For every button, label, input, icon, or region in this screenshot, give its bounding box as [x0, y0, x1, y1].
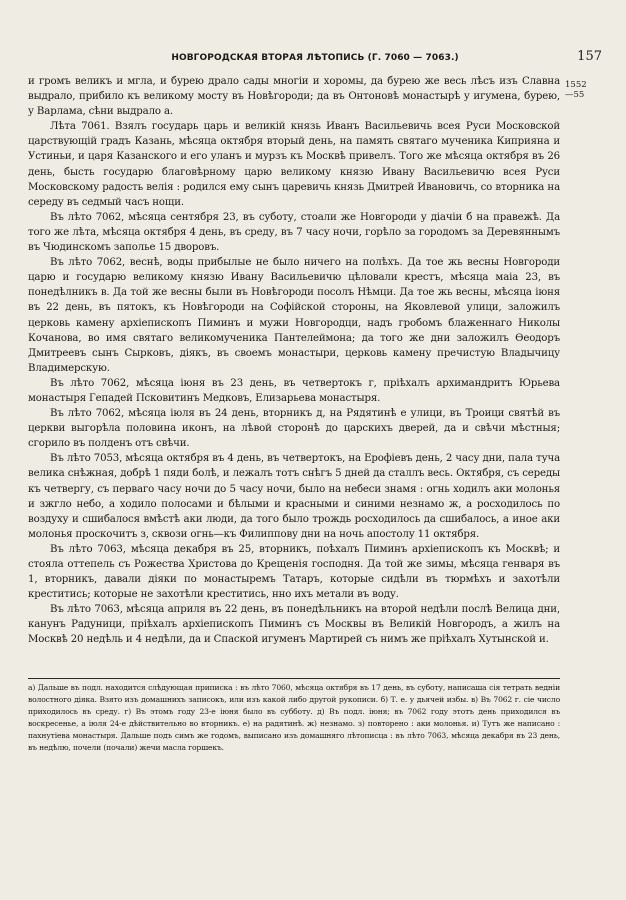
- paragraph-2: Лѣта 7061. Взялъ государь царь и великій князь Иванъ Васильевичь всея Руси Московской царствующій градъ Казань, мѣсяца октября вторый день, на память святаго мученика Киприяна и Устиньи, и царя Казанского и его уланъ и мурзъ къ Москвѣ привелъ. Того же мѣсяца октября въ 26 день, бысть государю благовѣрному царю великому князю Ивану Васильевичю всея Руси Московскому радость велія : родился ему сынъ царевичь князь Дмитрей Ивановичь, со вторника на середу въ седмый часъ нощи.: [28, 121, 560, 208]
- paragraph-4: Въ лѣто 7062, веснѣ, воды прибылые не было ничего на полѣхъ. Да тое жь весны Новгороди царю и государю великому князю Ивану Васильевичю цѣловали крестъ, мѣсяца маіа 23, въ понедѣлникъ в. Да той же весны были въ Новѣгороди посолъ Нѣмци. Да тое жь весны, мѣсяца іюня въ 22 день, въ пятокъ, къ Новѣгороди на Софійской стороны, на Яковлевой улици, заложилъ церковь камену архіепископъ Пиминъ и мужи Новгородци, надъ гробомъ блаженнаго Николы Кочанова, во имя святаго великомученика Пантелеймона; да того же дни заложилъ Ѳеодоръ Дмитреевъ сынъ Сырковъ, діякъ, въ своемъ монастыри, церковь камену пречистую Владычицу Владимерскую.: [28, 257, 560, 374]
- paragraph-6: Въ лѣто 7062, мѣсяца іюля въ 24 день, вторникъ д, на Рядятинѣ е улици, въ Троици святѣй въ церкви выгорѣла половина иконъ, на лѣвой сторонѣ до царскихъ дверей, да и свѣчи мѣстныя; сгорило въ полденъ отъ свѣчи.: [28, 408, 560, 450]
- paragraph-7: Въ лѣто 7053, мѣсяца октября въ 4 день, въ четвертокъ, на Ерофіевъ день, 2 часу дни, пала туча велика снѣжная, добрѣ 1 пяди болѣ, и лежалъ тотъ снѣгъ 5 дней да сталлъ весь. Октября, съ середы къ четвергу, съ перваго часу ночи до 5 часу ночи, было на небеси знамя : огнь ходилъ аки молонья и зжгло небо, а ходило полосами и бѣлыми и красными и синими незнамо ж, а росходилось по воздуху и сшибалося вмѣстѣ аки люди, да того было трождь росходилось да сшибалось, а иное аки молонья проскочитъ з, сквози огнь—къ Филиппову дни на ночь апостолу 11 октября.: [28, 453, 560, 540]
- chronicle-body: [28, 74, 560, 648]
- running-header: [28, 49, 602, 68]
- footnote-divider: [28, 678, 560, 679]
- paragraph-3: Въ лѣто 7062, мѣсяца сентября 23, въ суботу, стоали же Новгороди у діачіи б на правежѣ. Да того же лѣта, мѣсяца октября 4 день, въ среду, въ 7 часу ночи, горѣло за городомъ за Деревяннымъ въ Чюдинскомъ заполье 15 дворовъ.: [28, 211, 560, 254]
- paragraph-5: Въ лѣто 7062, мѣсяца іюня въ 23 день, въ четвертокъ г, пріѣхалъ архимандритъ Юрьева монастыря Гепадей Псковитинъ Медковъ, Елизарьева монастыря.: [28, 377, 560, 404]
- paragraph-8: Въ лѣто 7063, мѣсяца декабря въ 25, вторникъ, поѣхалъ Пиминъ архіепископъ къ Москвѣ; и стояла оттепель съ Рожества Христова до Крещенія господня. Да той же зимы, мѣсяца генваря въ 1, вторникъ, давали діяки по монастыремъ Татаръ, которые сидѣли въ тюрмѣхъ и захотѣли креститись; которые не захотѣли креститись, нно ихъ метали въ воду.: [28, 543, 560, 601]
- footnotes: [28, 682, 560, 755]
- margin-year: 1552: [565, 80, 587, 90]
- header-title: НОВГОРОДСКАЯ ВТОРАЯ ЛѢТОПИСЬ (Г. 7060 — 7063.): [171, 53, 459, 63]
- footnote-text: а) Дальше въ подл. находится слѣдующая приписка : въ лѣто 7060, мѣсяца октября въ 17 день, въ суботу, написаша сія тетрать ведніи волостного діяка. Взято изъ домашнихъ записокъ, или изъ какой либо другой рукописи. б) Т. е. у дьячей избы. в) Въ 7062 г. сіе число приходилось въ среду. г) Въ этомъ году 23-е іюня было въ субботу. д) Въ подл. іюня; въ 7062 году этотъ день приходился въ воскресенье, а іюля 24-е дѣйствительно во вторникъ. е) на радятинѣ. ж) незнамо. з) повторено : аки молонья. и) Тутъ же написано : пахнутіева монастыря. Дальше подъ симъ же годомъ, выписано изъ домашняго лѣтописца : въ лѣто 7063, мѣсяца декабря въ 23 день, въ недѣлю, почели (почали) жечи масла горшекъ.: [28, 683, 560, 753]
- paragraph-1: и громъ великъ и мгла, и бурею драло сады многіи и хоромы, да бурею же весь лѣсъ изъ Славна выдрало, прибило къ великому мосту въ Новѣгороди; да въ Онтоновѣ монастырѣ у игумена, бурею, у Варлама, сѣни выдрало а.: [28, 76, 560, 118]
- paragraph-9: Въ лѣто 7063, мѣсяца априля въ 22 день, въ понедѣльникъ на второй недѣли послѣ Велица дни, канунъ Радуници, пріѣхалъ архіепископъ Пиминъ съ Москвы въ Великій Новгородъ, а жилъ на Москвѣ 20 недѣль и 4 недѣли, да и Спаской игуменъ Мартирей съ нимъ же пріѣхалъ Хутынской и.: [28, 604, 560, 646]
- margin-year-note: [565, 80, 587, 100]
- margin-year-dash: —55: [565, 90, 585, 100]
- page-number: 157: [577, 49, 602, 64]
